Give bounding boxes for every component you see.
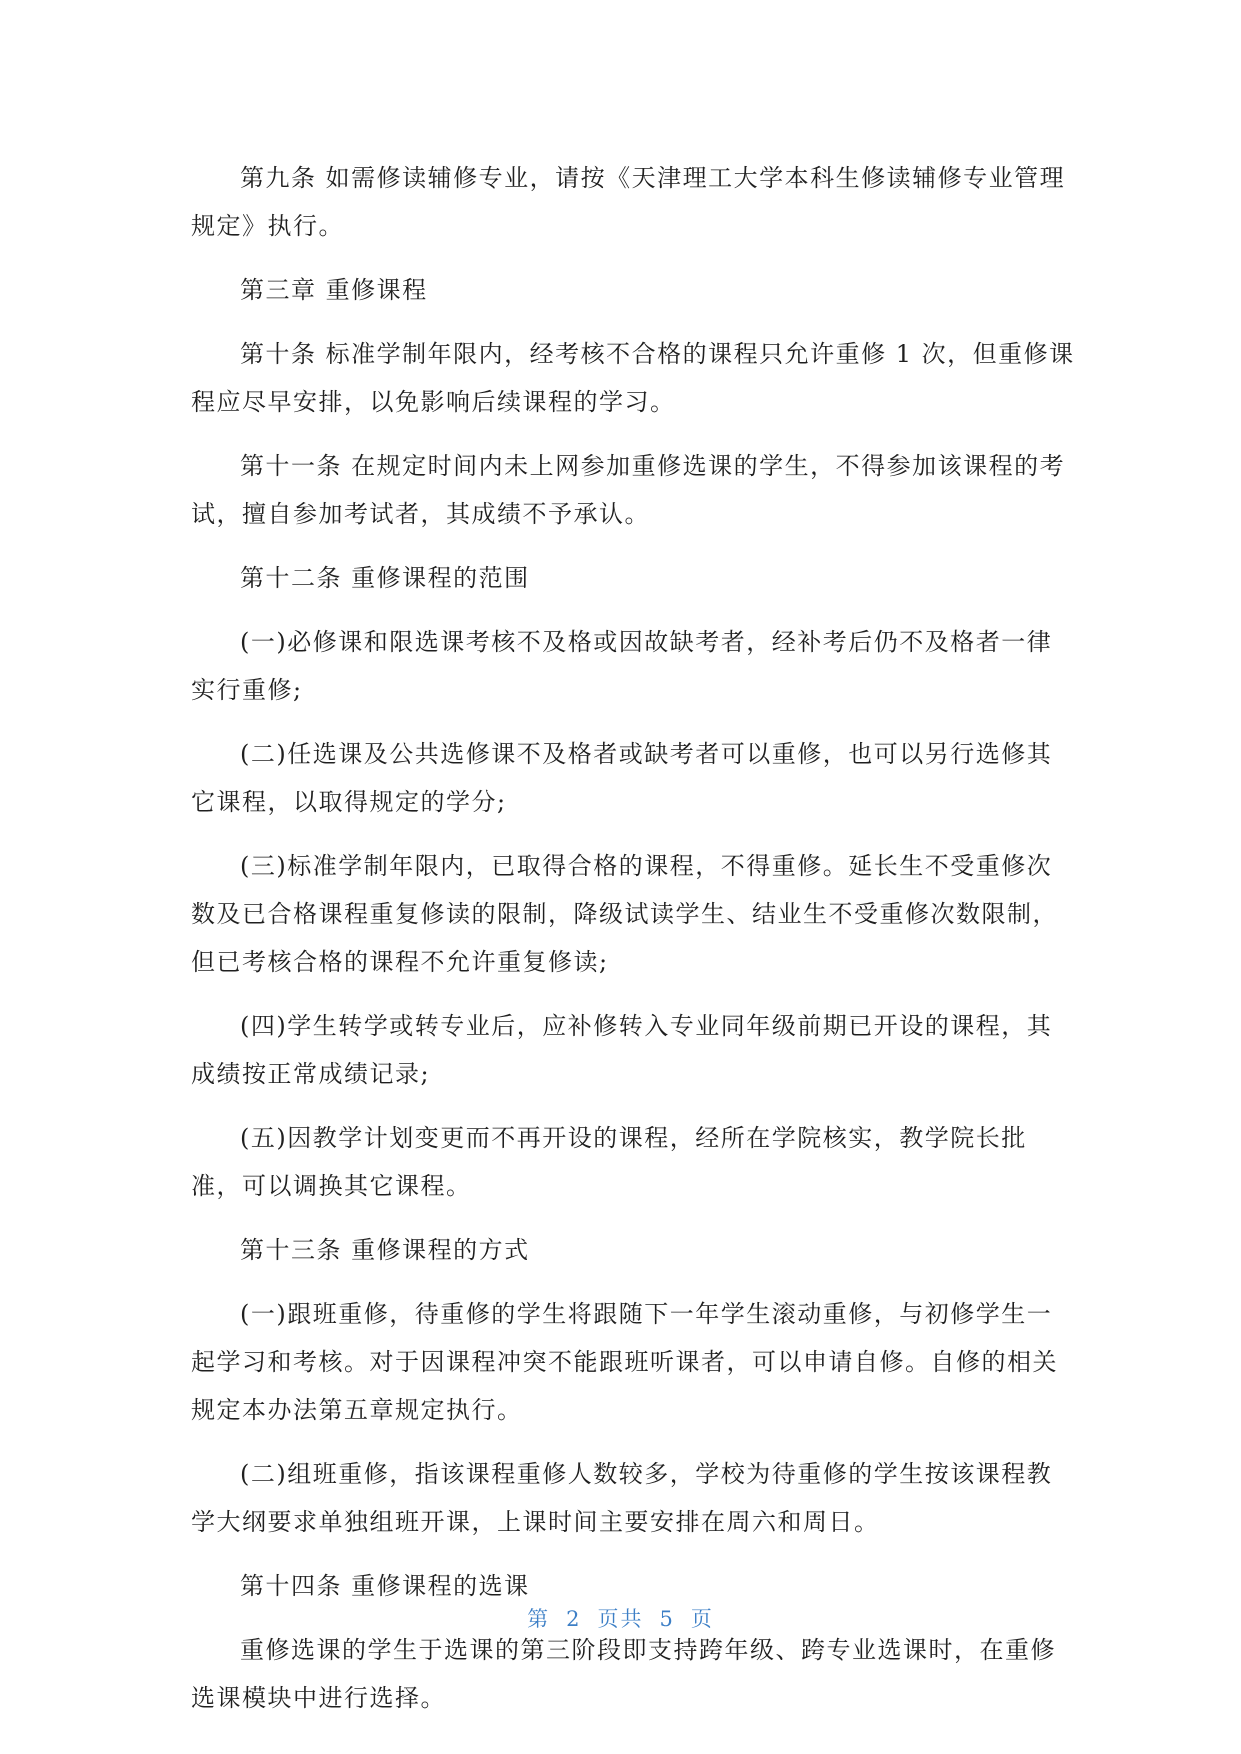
paragraph-line: 第十二条 重修课程的范围 — [240, 564, 530, 592]
paragraph-line: (二)组班重修，指该课程重修人数较多，学校为待重修的学生按该课程教 — [240, 1460, 1053, 1488]
paragraph-line: 准，可以调换其它课程。 — [191, 1172, 472, 1200]
footer-suffix: 页 — [690, 1607, 714, 1631]
document-body — [191, 154, 1075, 1738]
footer-page-number: 2 — [566, 1607, 582, 1631]
paragraph-line: 程应尽早安排，以免影响后续课程的学习。 — [191, 388, 676, 416]
paragraph-line: (一)跟班重修，待重修的学生将跟随下一年学生滚动重修，与初修学生一 — [240, 1300, 1053, 1328]
paragraph-line: 它课程，以取得规定的学分; — [191, 788, 507, 816]
paragraph-line: 第十三条 重修课程的方式 — [240, 1236, 530, 1264]
paragraph — [191, 154, 1066, 250]
paragraph — [191, 554, 1051, 602]
paragraph-line: 第十一条 在规定时间内未上网参加重修选课的学生，不得参加该课程的考 — [240, 452, 1066, 480]
paragraph — [191, 1002, 1051, 1098]
paragraph — [191, 842, 1058, 986]
paragraph-line: 规定本办法第五章规定执行。 — [191, 1396, 523, 1424]
paragraph-line: 数及已合格课程重复修读的限制，降级试读学生、结业生不受重修次数限制， — [191, 900, 1058, 928]
paragraph — [191, 1626, 1056, 1722]
paragraph-line: 试，擅自参加考试者，其成绩不予承认。 — [191, 500, 650, 528]
paragraph-line: 但已考核合格的课程不允许重复修读; — [191, 948, 609, 976]
paragraph-line: (二)任选课及公共选修课不及格者或缺考者可以重修，也可以另行选修其 — [240, 740, 1053, 768]
paragraph-line: 第九条 如需修读辅修专业，请按《天津理工大学本科生修读辅修专业管理 — [240, 164, 1066, 192]
paragraph-line: (三)标准学制年限内，已取得合格的课程，不得重修。延长生不受重修次 — [240, 852, 1053, 880]
footer-prefix: 第 — [527, 1607, 551, 1631]
paragraph — [191, 1226, 1051, 1274]
footer-middle: 页共 — [597, 1607, 644, 1631]
paragraph-line: 实行重修; — [191, 676, 303, 704]
paragraph-line: 第十条 标准学制年限内，经考核不合格的课程只允许重修 1 次，但重修课 — [240, 340, 1075, 368]
paragraph-line: (一)必修课和限选课考核不及格或因故缺考者，经补考后仍不及格者一律 — [240, 628, 1053, 656]
paragraph-line: 学大纲要求单独组班开课，上课时间主要安排在周六和周日。 — [191, 1508, 880, 1536]
paragraph-line: 重修选课的学生于选课的第三阶段即支持跨年级、跨专业选课时，在重修 — [240, 1636, 1056, 1664]
paragraph-line: (五)因教学计划变更而不再开设的课程，经所在学院核实，教学院长批 — [240, 1124, 1027, 1152]
paragraph-line: 起学习和考核。对于因课程冲突不能跟班听课者，可以申请自修。自修的相关 — [191, 1348, 1058, 1376]
paragraph-line: (四)学生转学或转专业后，应补修转入专业同年级前期已开设的课程，其 — [240, 1012, 1053, 1040]
paragraph — [191, 618, 1051, 714]
paragraph — [191, 1114, 1051, 1210]
paragraph — [191, 1290, 1058, 1434]
paragraph — [191, 442, 1066, 538]
paragraph-line: 选课模块中进行选择。 — [191, 1684, 446, 1712]
paragraph-line: 第十四条 重修课程的选课 — [240, 1572, 530, 1600]
paragraph — [191, 730, 1051, 826]
paragraph-line: 规定》执行。 — [191, 212, 344, 240]
footer-total-pages: 5 — [659, 1607, 675, 1631]
page-footer — [0, 1603, 1241, 1633]
paragraph-line: 第三章 重修课程 — [240, 276, 428, 304]
paragraph — [191, 266, 1051, 314]
paragraph-line: 成绩按正常成绩记录; — [191, 1060, 431, 1088]
paragraph — [191, 330, 1075, 426]
paragraph — [191, 1450, 1051, 1546]
